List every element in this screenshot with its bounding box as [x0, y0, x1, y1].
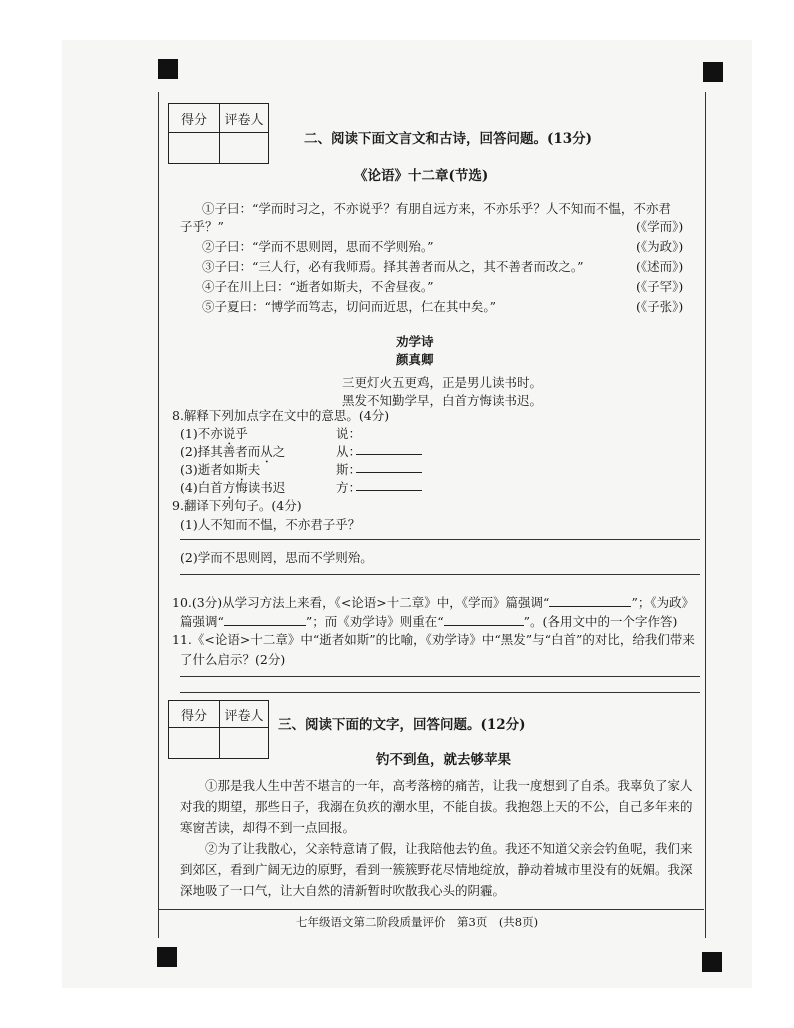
poem-line-1: 三更灯火五更鸡，正是男儿读书时。 [342, 375, 543, 390]
q10-line-2-c: ”。(各用文中的一个字作答) [523, 614, 678, 629]
score-label-3: 得分 [169, 701, 220, 728]
poem-author: 颜真卿 [396, 352, 434, 367]
registration-mark-top-right [703, 62, 723, 82]
passage-paragraph-2: ②为了让我散心，父亲特意请了假，让我陪他去钓鱼。我还不知道父亲会钓鱼呢，我们来到郊区，看到广阔无边的原野，看到一簇簇野花尽情地绽放，静动着城市里没有的妩媚。我深深地吸了一口气，让大自然的清新暂时吹散我心头的阴霾。 [180, 841, 693, 898]
registration-mark-bottom-right [702, 952, 722, 972]
q8-row-3-dot: 斯 [235, 462, 248, 477]
q10-line-1-a: 10.(3分)从学习方法上来看，《<论语>十二章》中，《学而》篇强调“ [172, 595, 550, 610]
analects-source-1: (《学而》) [636, 219, 684, 234]
analects-source-4: (《子罕》) [636, 279, 684, 294]
analects-source-5: (《子张》) [636, 299, 684, 314]
analects-source-2: (《为政》) [636, 239, 684, 254]
q10-line-1-b: ”；《为政》 [631, 595, 695, 610]
score-cell[interactable] [169, 133, 220, 164]
analects-item-4: ④子在川上曰：“逝者如斯夫，不舍昼夜。” [202, 279, 434, 294]
footer-rule [158, 909, 704, 910]
q8-stem: 8.解释下列加点字在文中的意思。(4分) [172, 408, 390, 423]
q8-row-3-pre: (3)逝者如 [180, 462, 236, 477]
score-cell-3[interactable] [169, 728, 220, 759]
section2-subtitle: 《论语》十二章(节选) [354, 168, 489, 184]
q10-blank-2[interactable] [224, 613, 306, 626]
score-box-section2 [168, 103, 269, 164]
registration-mark-bottom-left [157, 947, 177, 967]
q8-row-2-dot: 从 [260, 444, 273, 459]
q8-char-2: 从： [336, 444, 362, 459]
q11-line-1: 11.《<论语>十二章》中“逝者如斯”的比喻，《劝学诗》中“黑发”与“白首”的对比，给我们带来 [172, 632, 695, 647]
grader-cell-3[interactable] [220, 728, 269, 759]
q8-answer-3[interactable] [356, 460, 422, 473]
q8-row-1-dot: 说 [222, 426, 236, 441]
grader-label-3: 评卷人 [220, 701, 269, 728]
q8-char-4: 方： [336, 480, 362, 495]
q8-answer-4[interactable] [356, 478, 422, 491]
registration-mark-top-left [158, 59, 178, 79]
q8-row-4-dot: 方 [222, 480, 236, 495]
section3-title: 三、阅读下面的文字，回答问题。(12分) [278, 717, 526, 733]
score-box-section3 [168, 700, 269, 759]
poem-line-2: 黑发不知勤学早，白首方悔读书迟。 [342, 393, 543, 408]
analects-item-5: ⑤子夏曰：“博学而笃志，切问而近思，仁在其中矣。” [202, 299, 497, 314]
q8-row-1-pre: (1)不亦 [180, 426, 223, 441]
q9-stem: 9.翻译下列句子。(4分) [172, 498, 302, 513]
q11-line-2: 了什么启示？(2分) [180, 652, 286, 667]
q8-row-3-post: 夫 [247, 462, 261, 477]
q10-line-1 [172, 593, 694, 611]
q9-answer-line-2[interactable] [180, 574, 700, 575]
grader-label: 评卷人 [220, 104, 269, 133]
q9-sentence-2: (2)学而不思则罔，思而不学则殆。 [180, 550, 373, 565]
q8-row-2-pre: (2)择其善者而 [180, 444, 261, 459]
page-footer: 七年级语文第二阶段质量评价 第3页 (共8页) [296, 915, 539, 929]
q8-row-1-post: 乎 [235, 426, 248, 441]
q8-char-1: 说： [336, 426, 362, 441]
q10-blank-1[interactable] [549, 594, 631, 607]
poem-title: 劝学诗 [396, 334, 434, 349]
analects-source-3: (《述而》) [636, 259, 684, 274]
q10-blank-3[interactable] [444, 613, 524, 626]
section2-title: 二、阅读下面文言文和古诗，回答问题。(13分) [304, 131, 593, 147]
analects-item-1b: 子乎？” [180, 219, 224, 234]
q9-sentence-1: (1)人不知而不愠，不亦君子乎？ [180, 517, 361, 532]
q8-row-4-pre: (4)白首 [180, 480, 223, 495]
q10-line-2-a: 篇强调“ [180, 614, 224, 629]
analects-item-3: ③子曰：“三人行，必有我师焉。择其善者而从之，其不善者而改之。” [202, 259, 584, 274]
q9-answer-line-1[interactable] [180, 539, 700, 540]
analects-item-1a: ①子曰：“学而时习之，不亦说乎？有朋自远方来，不亦乐乎？人不知而不愠，不亦君 [202, 201, 671, 216]
score-label: 得分 [169, 104, 220, 133]
q11-answer-line-1[interactable] [180, 676, 700, 677]
q11-answer-line-2[interactable] [180, 692, 700, 693]
q8-answer-2[interactable] [356, 442, 422, 455]
q8-answer-1[interactable] [356, 424, 422, 436]
analects-item-2: ②子曰：“学而不思则罔，思而不学则殆。” [202, 239, 434, 254]
q8-char-3: 斯： [336, 462, 362, 477]
q8-row-2-post: 之 [272, 444, 286, 459]
passage-paragraph-1: ①那是我人生中苦不堪言的一年，高考落榜的痛苦，让我一度想到了自杀。我辜负了家人对我的期望，那些日子，我溺在负疚的潮水里，不能自拔。我抱怨上天的不公，自己多年来的寒窗苦读，却得不到一点回报。 [180, 778, 693, 835]
q10-line-2 [180, 612, 677, 630]
q8-row-4-post: 悔读书迟 [235, 480, 286, 495]
grader-cell[interactable] [220, 133, 269, 164]
q10-line-2-b: ”；而《劝学诗》则重在“ [305, 614, 444, 629]
section3-subtitle: 钓不到鱼，就去够苹果 [376, 752, 511, 768]
